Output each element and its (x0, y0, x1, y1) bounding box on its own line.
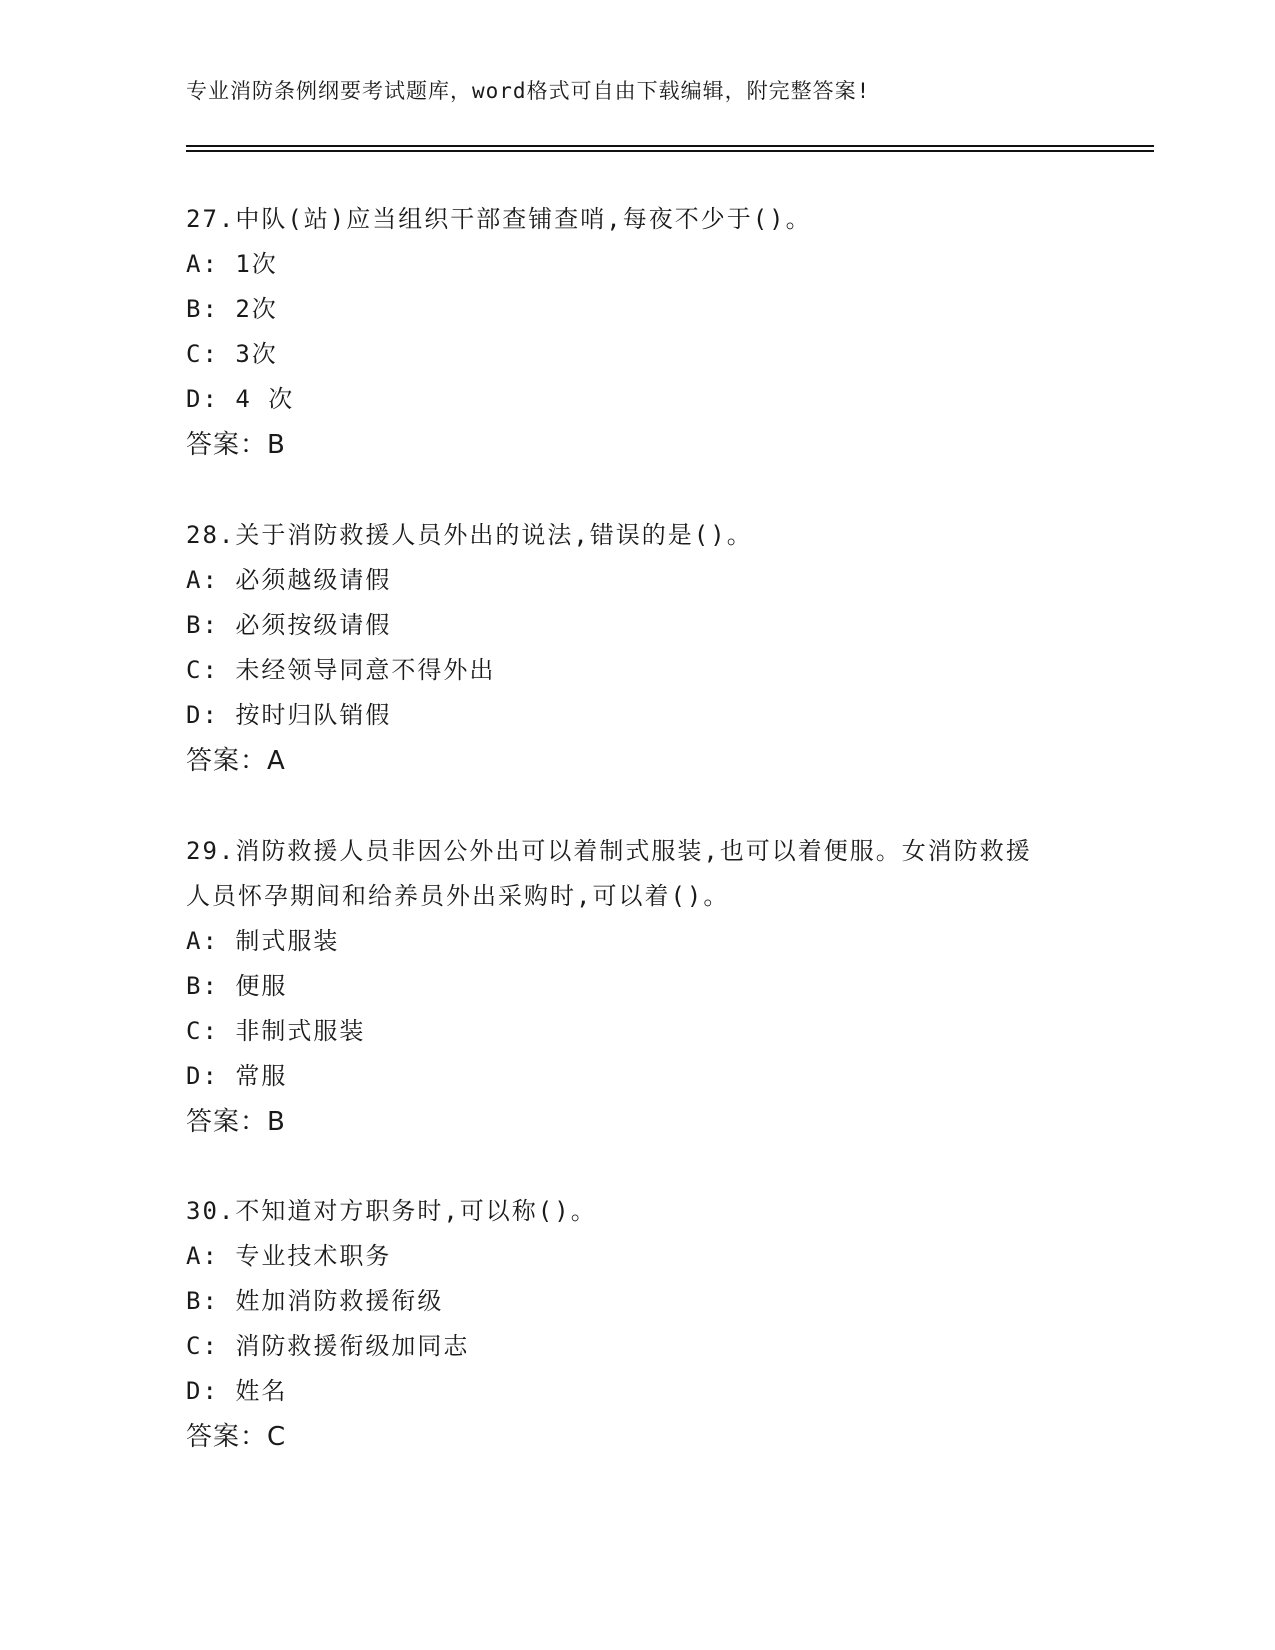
question-stem: 27.中队(站)应当组织干部查铺查哨,每夜不少于()。 (186, 205, 812, 233)
question-stem: 29.消防救援人员非因公外出可以着制式服装,也可以着便服。女消防救援人员怀孕期间和给养员外出采购时,可以着()。 (186, 837, 1032, 910)
option-a: A: 制式服装 (186, 927, 340, 955)
option-c: C: 未经领导同意不得外出 (186, 656, 496, 684)
option-d: D: 姓名 (186, 1377, 288, 1405)
answer: 答案：B (186, 1107, 286, 1137)
question-stem: 30.不知道对方职务时,可以称()。 (186, 1197, 597, 1225)
answer: 答案：A (186, 746, 286, 776)
page-header: 专业消防条例纲要考试题库，word格式可自由下载编辑，附完整答案! (186, 79, 871, 103)
answer: 答案：C (186, 1422, 287, 1452)
option-c: C: 消防救援衔级加同志 (186, 1332, 470, 1360)
option-d: D: 4 次 (186, 385, 295, 413)
question-28 (186, 513, 1086, 784)
option-a: A: 1次 (186, 250, 278, 278)
option-d: D: 按时归队销假 (186, 701, 392, 729)
header-rule-bottom (186, 150, 1154, 152)
answer: 答案：B (186, 430, 286, 460)
option-a: A: 专业技术职务 (186, 1242, 392, 1270)
question-27 (186, 197, 1086, 468)
option-b: B: 2次 (186, 295, 278, 323)
question-stem: 28.关于消防救援人员外出的说法,错误的是()。 (186, 521, 753, 549)
header-rule-top (186, 145, 1154, 147)
option-b: B: 便服 (186, 972, 288, 1000)
option-b: B: 姓加消防救援衔级 (186, 1287, 444, 1315)
question-29 (186, 829, 1056, 1145)
option-c: C: 3次 (186, 340, 278, 368)
option-b: B: 必须按级请假 (186, 611, 392, 639)
question-30 (186, 1189, 1086, 1460)
option-a: A: 必须越级请假 (186, 566, 392, 594)
option-d: D: 常服 (186, 1062, 288, 1090)
option-c: C: 非制式服装 (186, 1017, 366, 1045)
